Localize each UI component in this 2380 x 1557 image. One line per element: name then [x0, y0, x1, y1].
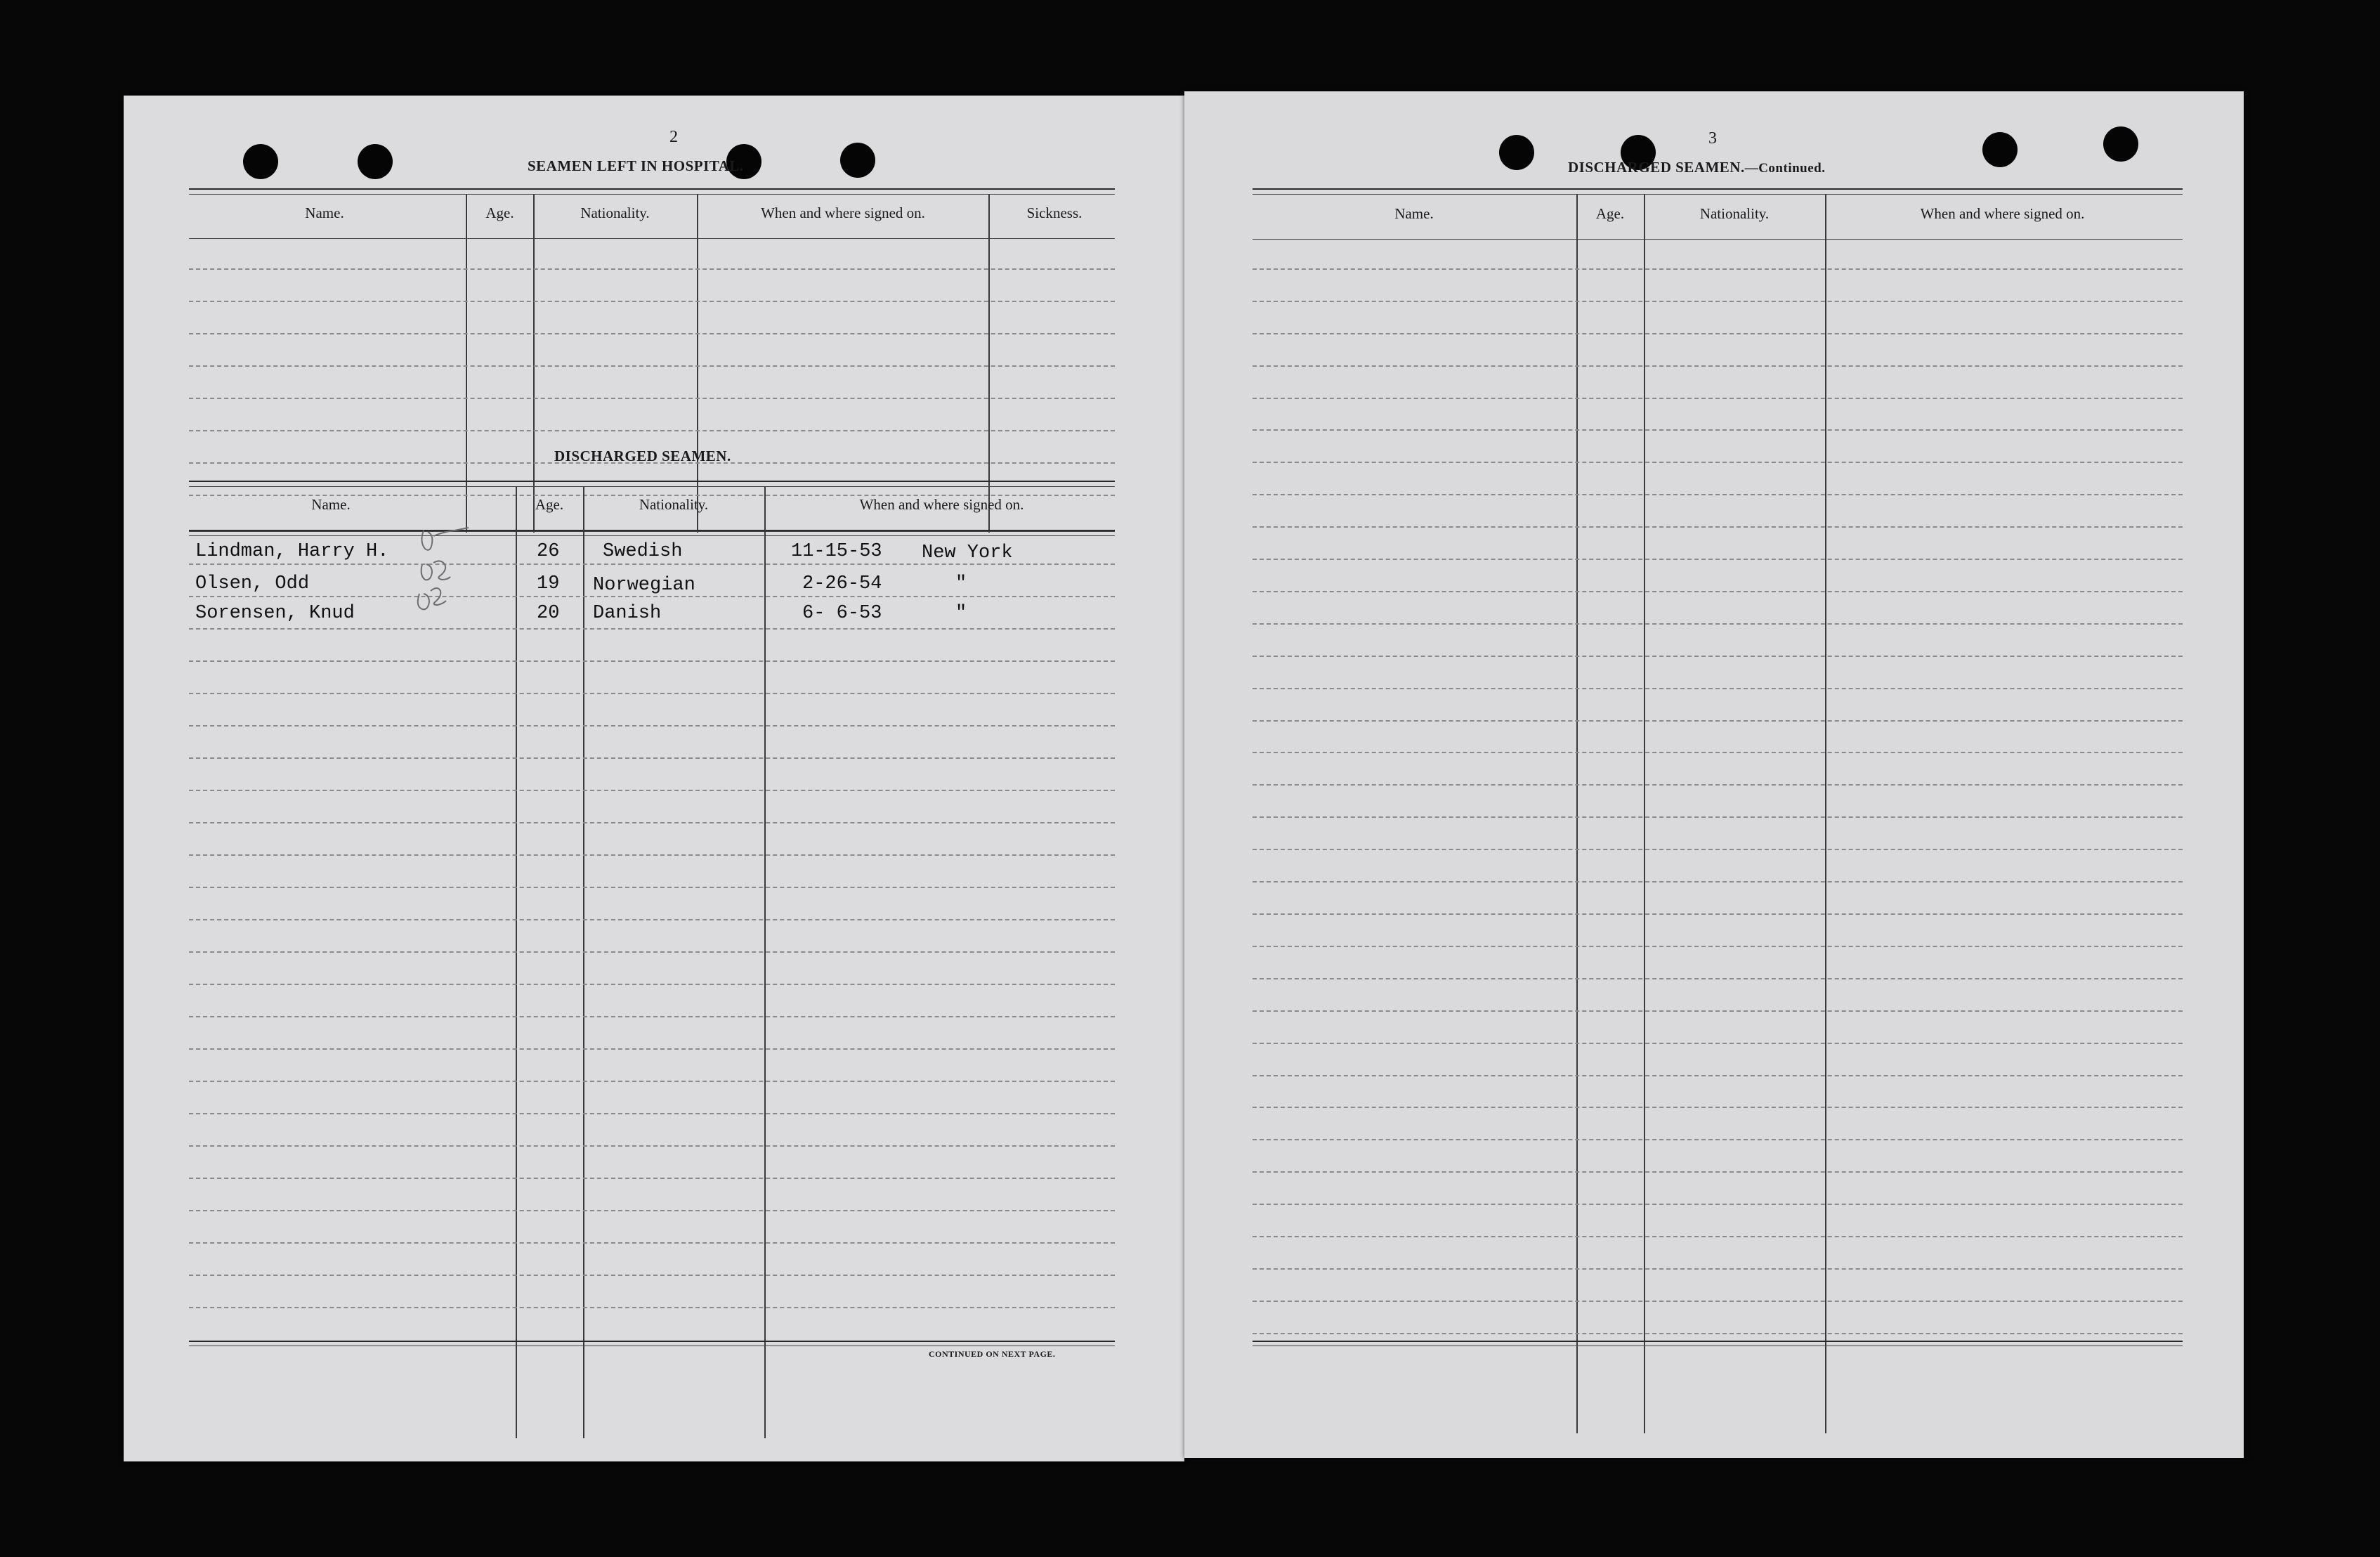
ruled-line — [1253, 494, 2183, 495]
ruled-line — [189, 984, 1115, 985]
ruled-line — [1253, 462, 2183, 463]
ruled-line — [189, 951, 1115, 953]
punch-hole — [1499, 135, 1534, 170]
ruled-line — [189, 430, 1115, 431]
page-number: 3 — [1708, 129, 1717, 148]
seaman-name: Olsen, Odd — [195, 573, 310, 594]
discharged-section-title: DISCHARGED SEAMEN. — [554, 448, 731, 464]
ruled-line — [1253, 978, 2183, 979]
seaman-age: 19 — [537, 573, 560, 594]
ruled-line — [1253, 1333, 2183, 1334]
ruled-line — [1253, 1043, 2183, 1044]
seaman-age: 20 — [537, 603, 560, 624]
ruled-line — [1253, 1010, 2183, 1012]
ruled-line — [1253, 1107, 2183, 1108]
ruled-line — [189, 854, 1115, 856]
column-header-nationality: Nationality. — [1699, 205, 1770, 222]
ruled-line — [189, 1048, 1115, 1050]
hospital-table-top-rule — [189, 188, 1115, 190]
hospital-header-rule — [189, 238, 1115, 239]
ruled-line — [189, 887, 1115, 888]
seaman-nationality: Danish — [593, 603, 662, 624]
column-header-nationality: Nationality. — [639, 496, 709, 513]
column-header-nationality: Nationality. — [580, 204, 650, 221]
footer-note: CONTINUED ON NEXT PAGE. — [929, 1349, 1056, 1359]
column-header-name: Name. — [311, 496, 351, 513]
ruled-line — [189, 628, 1115, 630]
right-page — [1184, 91, 2244, 1458]
page-number: 2 — [669, 128, 678, 146]
ruled-line — [189, 1242, 1115, 1244]
column-header-age: Age. — [535, 496, 564, 513]
ruled-line — [1253, 913, 2183, 915]
ruled-line — [189, 725, 1115, 727]
ruled-line — [1253, 784, 2183, 786]
ruled-line — [189, 693, 1115, 694]
ruled-line — [1253, 365, 2183, 367]
ruled-line — [1253, 688, 2183, 689]
ruled-line — [1253, 591, 2183, 592]
ruled-line — [1253, 946, 2183, 947]
seaman-signed-place: " — [955, 603, 967, 624]
ruled-line — [189, 919, 1115, 920]
ruled-line — [189, 790, 1115, 791]
seaman-nationality: Norwegian — [593, 575, 695, 596]
discharged-continued-title — [1568, 159, 1825, 176]
hospital-section-title: SEAMEN LEFT IN HOSPITAL. — [528, 157, 744, 174]
table-top-rule — [1253, 188, 2183, 190]
table-top-rule — [1253, 194, 2183, 195]
seaman-signed-date: 6- 6-53 — [802, 603, 882, 624]
ruled-line — [189, 596, 1115, 597]
ruled-line — [1253, 559, 2183, 560]
ruled-line — [1253, 1171, 2183, 1173]
punch-hole — [358, 144, 393, 179]
left-page — [124, 96, 1184, 1461]
title-suffix: —Continued. — [1744, 161, 1826, 176]
ruled-line — [189, 365, 1115, 367]
column-header-name: Name. — [305, 204, 344, 221]
ruled-line — [1253, 849, 2183, 850]
punch-hole — [243, 144, 278, 179]
seaman-name: Sorensen, Knud — [195, 603, 355, 624]
ruled-line — [189, 301, 1115, 302]
column-header-when-where: When and where signed on. — [1920, 205, 2085, 222]
ruled-line — [1253, 656, 2183, 657]
header-rule — [1253, 239, 2183, 240]
column-header-age: Age. — [1595, 205, 1625, 222]
ruled-line — [189, 1307, 1115, 1308]
seaman-signed-place: New York — [922, 542, 1013, 563]
ruled-line — [189, 660, 1115, 662]
ruled-line — [1253, 881, 2183, 882]
discharged-table-top-rule — [189, 486, 1115, 487]
ruled-line — [189, 1016, 1115, 1017]
column-header-name: Name. — [1394, 205, 1434, 222]
title-main: DISCHARGED SEAMEN. — [1568, 159, 1745, 176]
discharged-table-top-rule — [189, 481, 1115, 482]
column-header-when-where: When and where signed on. — [761, 204, 925, 221]
seaman-signed-date: 11-15-53 — [791, 541, 882, 562]
ruled-line — [189, 333, 1115, 334]
hospital-table-top-rule — [189, 194, 1115, 195]
punch-hole — [1982, 132, 2018, 167]
ruled-line — [189, 268, 1115, 270]
ruled-line — [1253, 720, 2183, 722]
column-divider — [1576, 194, 1578, 1433]
ruled-line — [1253, 816, 2183, 818]
discharged-header-rule — [189, 531, 1115, 532]
ruled-line — [189, 1113, 1115, 1114]
ruled-line — [1253, 1139, 2183, 1140]
ruled-line — [1253, 398, 2183, 399]
ruled-line — [1253, 526, 2183, 528]
ruled-line — [1253, 333, 2183, 334]
handwritten-mark — [408, 521, 485, 626]
ruled-line — [189, 1178, 1115, 1179]
punch-hole — [840, 143, 875, 178]
ruled-line — [189, 822, 1115, 823]
seaman-signed-place: " — [955, 573, 967, 594]
hospital-table-bottom-rule — [189, 535, 1115, 536]
ruled-line — [1253, 429, 2183, 431]
column-header-when-where: When and where signed on. — [859, 496, 1024, 513]
ruled-line — [1253, 1236, 2183, 1237]
ruled-line — [1253, 301, 2183, 302]
punch-hole — [2103, 126, 2138, 162]
ruled-line — [1253, 752, 2183, 753]
column-divider — [1825, 194, 1826, 1433]
table-bottom-rule — [1253, 1341, 2183, 1342]
column-divider — [1644, 194, 1645, 1433]
ruled-line — [189, 1275, 1115, 1276]
ruled-line — [189, 1210, 1115, 1211]
ruled-line — [189, 1145, 1115, 1147]
ruled-line — [1253, 1268, 2183, 1270]
seaman-signed-date: 2-26-54 — [802, 573, 882, 594]
ruled-line — [1253, 1075, 2183, 1076]
ruled-line — [189, 757, 1115, 759]
seaman-age: 26 — [537, 541, 560, 562]
ruled-line — [1253, 623, 2183, 625]
seaman-nationality: Swedish — [603, 541, 683, 562]
ruled-line — [189, 398, 1115, 399]
ruled-line — [1253, 1204, 2183, 1205]
ruled-line — [1253, 268, 2183, 270]
ruled-line — [1253, 1301, 2183, 1302]
column-header-sickness: Sickness. — [1026, 204, 1083, 221]
column-header-age: Age. — [485, 204, 514, 221]
discharged-table-bottom-rule — [189, 1341, 1115, 1342]
ruled-line — [189, 563, 1115, 565]
ruled-line — [189, 1081, 1115, 1082]
seaman-name: Lindman, Harry H. — [195, 541, 389, 562]
